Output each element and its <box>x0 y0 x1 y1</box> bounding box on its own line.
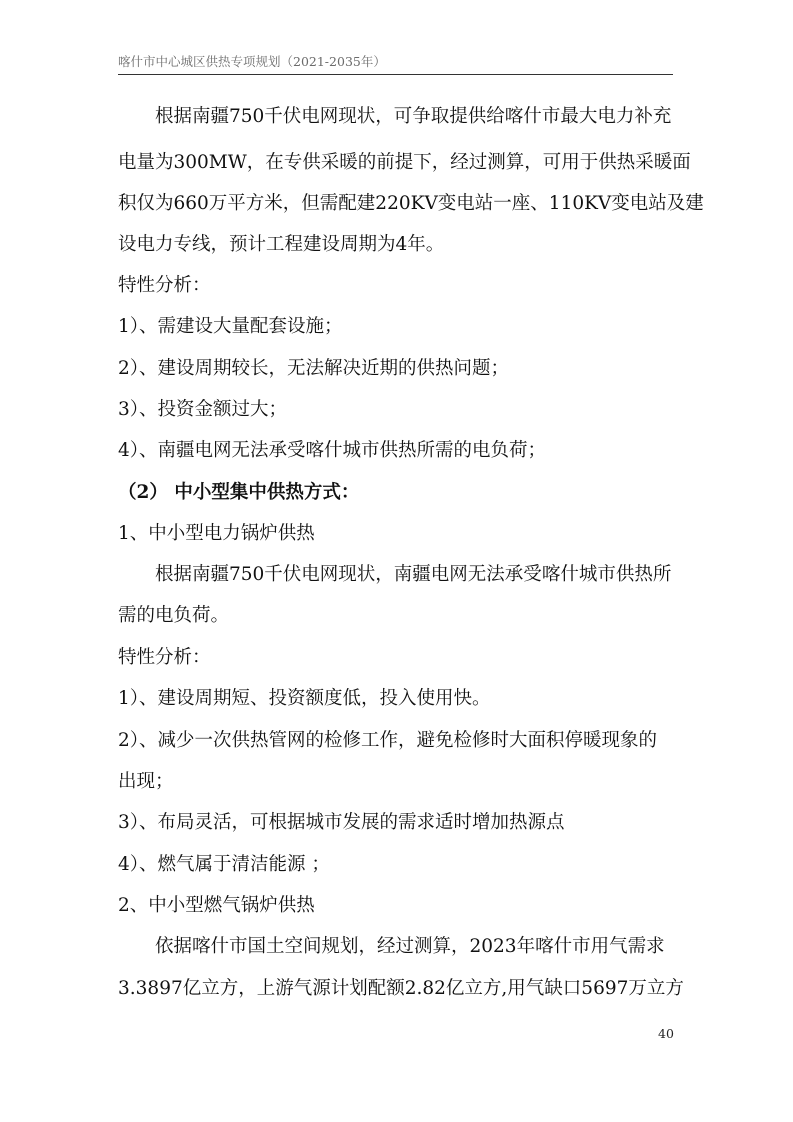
section-label: 特性分析： <box>118 275 211 296</box>
paragraph-line: 需的电负荷。 <box>118 605 230 626</box>
list-item: 2）、减少一次供热管网的检修工作，避免检修时大面积停暖现象的 <box>118 730 658 751</box>
header-divider <box>118 74 673 75</box>
page-number: 40 <box>658 1026 674 1041</box>
paragraph-line: 根据南疆750千伏电网现状，南疆电网无法承受喀什城市供热所 <box>155 564 672 585</box>
section-heading: （2） 中小型集中供热方式： <box>118 482 360 503</box>
list-item: 1）、需建设大量配套设施； <box>118 316 343 337</box>
paragraph-line: 积仅为660万平方米，但需配建220KV变电站一座、110KV变电站及建 <box>118 193 704 214</box>
subsection-heading: 2、中小型燃气锅炉供热 <box>118 895 315 916</box>
list-item: 4）、燃气属于清洁能源 ； <box>118 854 330 875</box>
paragraph-line: 3.3897亿立方，上游气源计划配额2.82亿立方,用气缺口5697万立方 <box>118 978 684 999</box>
paragraph-line: 依据喀什市国土空间规划，经过测算，2023年喀什市用气需求 <box>155 936 665 957</box>
paragraph-line: 电量为300MW，在专供采暖的前提下，经过测算，可用于供热采暖面 <box>118 152 691 173</box>
list-item: 4）、南疆电网无法承受喀什城市供热所需的电负荷； <box>118 440 547 461</box>
list-item-continuation: 出现； <box>118 771 174 792</box>
subsection-heading: 1、中小型电力锅炉供热 <box>118 523 315 544</box>
list-item: 3）、布局灵活，可根据城市发展的需求适时增加热源点 <box>118 812 565 833</box>
paragraph-line: 设电力专线，预计工程建设周期为4年。 <box>118 234 445 255</box>
page-header-title: 喀什市中心城区供热专项规划（2021-2035年） <box>118 54 386 69</box>
list-item: 2）、建设周期较长，无法解决近期的供热问题； <box>118 358 510 379</box>
section-label: 特性分析： <box>118 647 211 668</box>
paragraph-line: 根据南疆750千伏电网现状，可争取提供给喀什市最大电力补充 <box>155 106 672 127</box>
list-item: 3）、投资金额过大； <box>118 399 288 420</box>
list-item: 1）、建设周期短、投资额度低，投入使用快。 <box>118 688 491 709</box>
